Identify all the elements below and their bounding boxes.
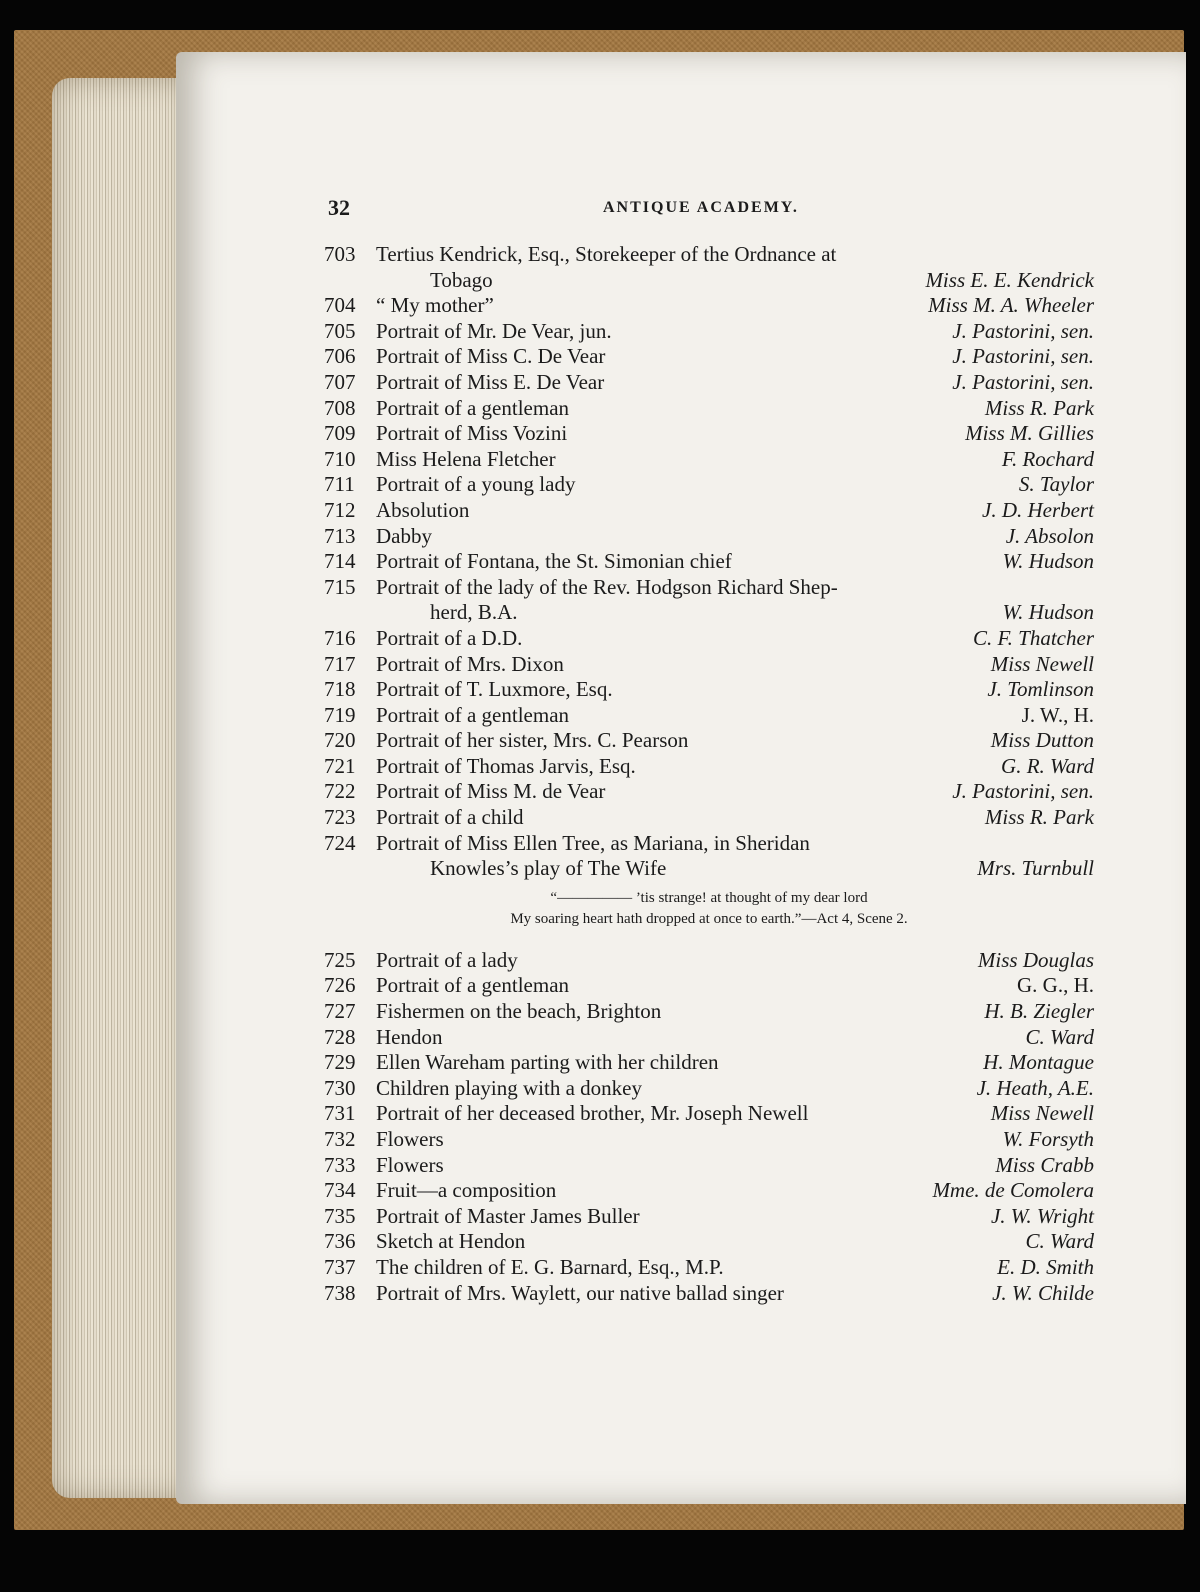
entry-number: 716 <box>324 625 356 650</box>
entry-number: 706 <box>324 344 356 369</box>
catalogue-entry <box>324 1255 1094 1281</box>
entry-number: 725 <box>324 947 356 972</box>
entry-number: 709 <box>324 421 356 446</box>
entry-artist: S. Taylor <box>1018 472 1094 497</box>
catalogue-entry <box>324 396 1094 422</box>
entry-number: 738 <box>324 1280 356 1305</box>
catalogue-entry <box>324 1127 1094 1153</box>
entry-number: 722 <box>324 779 356 804</box>
entry-title: Portrait of Miss Vozini <box>376 421 568 446</box>
quote-line-2: My soaring heart hath dropped at once to earth.”—Act 4, Scene 2. <box>510 910 908 927</box>
entry-title: Portrait of the lady of the Rev. Hodgson Richard Shep- <box>376 574 838 599</box>
catalogue-entry <box>324 1050 1094 1076</box>
catalogue-entry <box>324 293 1094 319</box>
entry-title: Flowers <box>376 1127 444 1151</box>
catalogue-list <box>324 242 1094 1306</box>
entry-number: 729 <box>324 1050 356 1075</box>
entry-artist: Miss Newell <box>990 1101 1094 1126</box>
catalogue-entry <box>324 344 1094 370</box>
entry-artist: H. Montague <box>983 1050 1094 1075</box>
entry-title: Portrait of Mrs. Dixon <box>376 651 564 676</box>
entry-artist: C. Ward <box>1025 1024 1094 1049</box>
entry-artist: E. D. Smith <box>997 1254 1094 1279</box>
entry-artist: C. F. Thatcher <box>973 625 1094 650</box>
entry-title: Fruit—a composition <box>376 1178 557 1203</box>
entry-number: 707 <box>324 369 356 394</box>
quote-line-1: “————— ’tis strange! at thought of my dear lord <box>550 889 868 906</box>
catalogue-entry <box>324 948 1094 974</box>
entry-title: Sketch at Hendon <box>376 1229 526 1254</box>
entry-artist: C. Ward <box>1025 1229 1094 1254</box>
entry-number: 730 <box>324 1075 356 1100</box>
play-quotation <box>324 882 1094 948</box>
entry-artist: J. Pastorini, sen. <box>952 344 1094 369</box>
entry-title: Portrait of Mr. De Vear, jun. <box>376 318 612 343</box>
entry-number: 714 <box>324 549 356 574</box>
catalogue-entry <box>324 703 1094 729</box>
entry-artist: J. Tomlinson <box>987 677 1094 702</box>
entry-artist: G. G., H. <box>1017 973 1094 998</box>
entry-title: The children of E. G. Barnard, Esq., M.P. <box>376 1254 724 1279</box>
entry-artist: Miss R. Park <box>984 395 1094 420</box>
book-page <box>176 52 1186 1504</box>
entry-title: Tertius Kendrick, Esq., Storekeeper of the Ordnance at <box>376 242 837 266</box>
entry-title: Flowers <box>376 1152 444 1177</box>
catalogue-entry <box>324 1101 1094 1127</box>
entry-artist: J. Pastorini, sen. <box>952 369 1094 394</box>
catalogue-entry <box>324 1025 1094 1051</box>
entry-title: Portrait of a gentleman <box>376 702 570 727</box>
catalogue-entry <box>324 728 1094 754</box>
catalogue-entry <box>324 421 1094 447</box>
entry-title: Portrait of a gentleman <box>376 395 570 420</box>
entry-number: 711 <box>324 472 355 497</box>
entry-artist: J. Pastorini, sen. <box>952 318 1094 343</box>
entry-number: 719 <box>324 702 356 727</box>
entry-title: Portrait of Miss C. De Vear <box>376 344 606 369</box>
entry-title: Portrait of a young lady <box>376 472 576 497</box>
catalogue-entry <box>324 498 1094 524</box>
running-head-title: ANTIQUE ACADEMY. <box>603 199 799 216</box>
entry-title: Portrait of Master James Buller <box>376 1203 640 1228</box>
entry-title: Portrait of Thomas Jarvis, Esq. <box>376 753 636 778</box>
entry-title: Portrait of Miss M. de Vear <box>376 779 606 804</box>
entry-number: 723 <box>324 805 356 830</box>
entry-title: “ My mother” <box>376 293 494 318</box>
entry-artist: J. Absolon <box>1005 523 1094 548</box>
entry-number: 737 <box>324 1254 356 1279</box>
entry-title: Portrait of a gentleman <box>376 973 570 998</box>
entry-number: 720 <box>324 728 356 753</box>
catalogue-entry <box>324 652 1094 678</box>
entry-artist: Miss E. E. Kendrick <box>925 267 1094 292</box>
entry-artist: G. R. Ward <box>1001 753 1094 778</box>
entry-artist: Mme. de Comolera <box>932 1178 1094 1203</box>
catalogue-entry <box>324 1229 1094 1255</box>
entry-artist: J. W., H. <box>1021 702 1094 727</box>
catalogue-entry <box>324 370 1094 396</box>
catalogue-entry <box>324 1281 1094 1307</box>
catalogue-entry <box>324 831 1094 882</box>
entry-number: 717 <box>324 651 356 676</box>
entry-artist: Mrs. Turnbull <box>977 856 1094 881</box>
entry-title: Portrait of T. Luxmore, Esq. <box>376 677 613 702</box>
entry-artist: Miss Douglas <box>977 947 1094 972</box>
entry-number: 703 <box>324 242 356 266</box>
entry-artist: W. Hudson <box>1002 600 1094 625</box>
entry-artist: J. Heath, A.E. <box>976 1075 1094 1100</box>
entry-title: Portrait of a lady <box>376 947 518 972</box>
entry-artist: J. D. Herbert <box>982 497 1094 522</box>
entry-title: Children playing with a donkey <box>376 1075 642 1100</box>
catalogue-entry <box>324 472 1094 498</box>
entry-number: 728 <box>324 1024 356 1049</box>
entry-artist: J. W. Childe <box>992 1280 1094 1305</box>
catalogue-entry <box>324 1204 1094 1230</box>
page-edges <box>52 78 192 1498</box>
entry-title: Portrait of a child <box>376 805 524 830</box>
entry-artist: F. Rochard <box>1001 446 1094 471</box>
entry-title: Portrait of her sister, Mrs. C. Pearson <box>376 728 689 753</box>
entry-title: Portrait of a D.D. <box>376 625 523 650</box>
entry-number: 734 <box>324 1178 356 1203</box>
entry-number: 726 <box>324 973 356 998</box>
entry-number: 710 <box>324 446 356 471</box>
entry-title: Fishermen on the beach, Brighton <box>376 999 662 1024</box>
catalogue-entry <box>324 754 1094 780</box>
entry-title: Miss Helena Fletcher <box>376 446 556 471</box>
catalogue-entry <box>324 999 1094 1025</box>
catalogue-entry <box>324 1076 1094 1102</box>
entry-title: Hendon <box>376 1024 443 1049</box>
entry-artist: J. Pastorini, sen. <box>952 779 1094 804</box>
entry-title: Dabby <box>376 523 432 548</box>
entry-artist: Miss M. Gillies <box>965 421 1094 446</box>
entry-title: Portrait of Miss Ellen Tree, as Mariana, in Sheridan <box>376 830 810 855</box>
entry-title: Portrait of Miss E. De Vear <box>376 369 605 394</box>
catalogue-entry <box>324 805 1094 831</box>
catalogue-entry <box>324 447 1094 473</box>
entry-number: 736 <box>324 1229 356 1254</box>
entry-number: 712 <box>324 497 356 522</box>
catalogue-entry <box>324 242 1094 293</box>
entry-number: 715 <box>324 574 356 599</box>
entry-title: Portrait of her deceased brother, Mr. Joseph Newell <box>376 1101 809 1126</box>
entry-title-continued: Knowles’s play of The Wife <box>430 856 667 881</box>
entry-artist: H. B. Ziegler <box>984 999 1094 1024</box>
entry-title: Absolution <box>376 497 470 522</box>
catalogue-entry <box>324 319 1094 345</box>
entry-artist: J. W. Wright <box>990 1203 1094 1228</box>
entry-artist: Miss Crabb <box>995 1152 1094 1177</box>
catalogue-entry <box>324 575 1094 626</box>
entry-number: 721 <box>324 753 356 778</box>
entry-artist: W. Hudson <box>1002 549 1094 574</box>
entry-title: Portrait of Fontana, the St. Simonian chief <box>376 549 732 574</box>
entry-number: 708 <box>324 395 356 420</box>
entry-title: Portrait of Mrs. Waylett, our native ballad singer <box>376 1280 784 1305</box>
entry-title: Ellen Wareham parting with her children <box>376 1050 719 1075</box>
catalogue-entry <box>324 973 1094 999</box>
entry-artist: Miss M. A. Wheeler <box>928 293 1094 318</box>
catalogue-entry <box>324 779 1094 805</box>
entry-artist: Miss Dutton <box>990 728 1094 753</box>
entry-title-continued: herd, B.A. <box>430 600 518 625</box>
entry-number: 732 <box>324 1127 356 1151</box>
entry-number: 713 <box>324 523 356 548</box>
entry-number: 704 <box>324 293 356 318</box>
entry-number: 705 <box>324 318 356 343</box>
entry-artist: W. Forsyth <box>1002 1127 1094 1151</box>
entry-title-continued: Tobago <box>430 267 493 292</box>
catalogue-entry <box>324 626 1094 652</box>
entry-number: 718 <box>324 677 356 702</box>
catalogue-entry <box>324 1178 1094 1204</box>
catalogue-entry <box>324 1153 1094 1179</box>
entry-artist: Miss Newell <box>990 651 1094 676</box>
entry-number: 733 <box>324 1152 356 1177</box>
entry-number: 735 <box>324 1203 356 1228</box>
entry-artist: Miss R. Park <box>984 805 1094 830</box>
running-head <box>328 195 1108 225</box>
entry-number: 727 <box>324 999 356 1024</box>
page-number: 32 <box>328 195 350 220</box>
catalogue-entry <box>324 549 1094 575</box>
catalogue-entry <box>324 677 1094 703</box>
entry-number: 724 <box>324 830 356 855</box>
catalogue-entry <box>324 524 1094 550</box>
entry-number: 731 <box>324 1101 356 1126</box>
